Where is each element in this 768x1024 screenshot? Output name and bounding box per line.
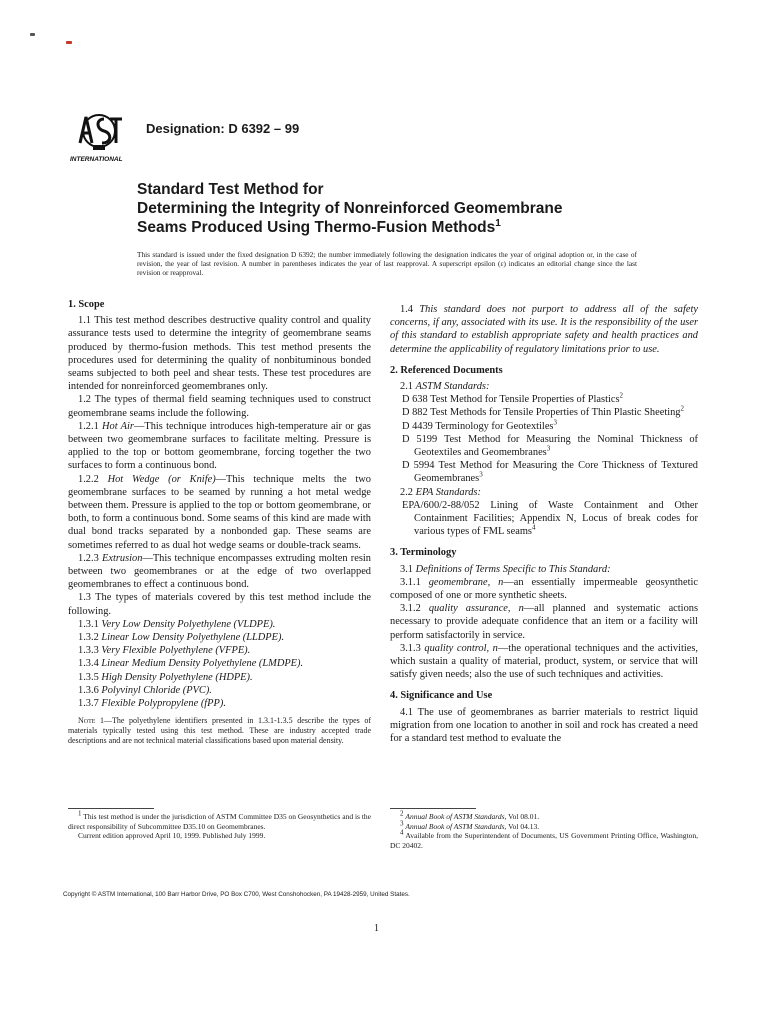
copyright: Copyright © ASTM International, 100 Barr Harbor Drive, PO Box C700, West Conshohocken, PA 19428-2959, United States. [63,891,410,898]
list-item: 1.3.4 Linear Medium Density Polyethylene (LMDPE). [78,658,304,670]
paragraph: 1.2 The types of thermal field seaming techniques used to construct geomembrane seams include the following. [68,394,371,419]
reference-item: D 5994 Test Method for Measuring the Core Thickness of Textured Geomembranes$^3$ [402,460,698,485]
reference-item: EPA/600/2-88/052 Lining of Waste Containment and Other Containment Facilities; Appendix N, Locus of break codes for various types of FML seams$^4$ [402,499,698,538]
footnotes-right [390,809,698,850]
footnote: $^3$ Annual Book of ASTM Standards, Vol 04.13. [400,819,540,831]
section-heading: 1. Scope [68,299,105,310]
reference-item: D 882 Test Methods for Tensile Properties of Thin Plastic Sheeting$^2$ [402,404,684,419]
title-line: Standard Test Method for [137,181,324,198]
section-heading: 3. Terminology [390,547,457,559]
footnote: $^4$ Available from the Superintendent of Documents, US Government Printing Office, Washington, DC 20402. [390,828,698,850]
scan-mark [30,33,35,36]
page-number: 1 [374,923,379,934]
subsection: 2.1 ASTM Standards: [400,381,490,393]
reference-item: D 4439 Terminology for Geotextiles$^3$ [402,418,557,432]
definition: 3.1.2 quality assurance, n—all planned and systematic actions necessary to provide adequate confidence that an item or a facility will perform satisfactorily in service. [390,603,699,641]
document-title [137,180,717,237]
paragraph: 1.3 The types of materials covered by this test method include the following. [68,592,371,617]
left-column [68,298,371,746]
reference-item: D 638 Test Method for Tensile Properties of Plastics$^2$ [402,391,624,406]
footnotes-left [68,809,371,841]
designation: Designation: D 6392 – 99 [146,121,300,136]
list-item: 1.3.2 Linear Low Density Polyethylene (LLDPE). [78,632,285,644]
paragraph: 1.4 This standard does not purport to address all of the safety concerns, if any, associated with its use. It is the responsibility of the user of this standard to establish appropriate safety and health practices and determine the applicability of regulatory limitations prior to use. [390,304,698,355]
title-line: Seams Produced Using Thermo-Fusion Methods$^1$ [137,217,501,236]
reference-item: D 5199 Test Method for Measuring the Nominal Thickness of Geotextiles and Geomembranes$^3$ [402,433,698,459]
subsection: 2.2 EPA Standards: [400,486,481,498]
definition: 3.1.3 quality control, n—the operational techniques and the activities, which sustain a quality of material, product, system, or service that will satisfy given needs; also the use of such techniques and activities. [390,642,698,681]
paragraph: 1.2.3 Extrusion—This technique encompasses extruding molten resin between two geomembranes or at the edge of two overlapped geomembranes to effect a continuous bond. [68,552,371,591]
list-item: 1.3.5 High Density Polyethylene (HDPE). [78,671,253,683]
logo-text: INTERNATIONAL [70,156,123,163]
title-line: Determining the Integrity of Nonreinforced Geomembrane [137,200,563,217]
paragraph: 1.2.1 Hot Air—This technique introduces high-temperature air or gas between two geomembrane surfaces to facilitate melting. Pressure is applied to the top or bottom geomembrane, forcing together the two surfaces to form a continuous bond. [68,420,371,472]
scan-mark [66,41,72,44]
section-heading: 2. Referenced Documents [390,364,503,376]
footnote-mark: 1 [495,217,501,229]
note: Note 1—The polyethylene identifiers presented in 1.3.1-1.3.5 describe the types of materials typically tested using this test method. These are industry accepted trade descriptions and are not technical material classifications based upon material density. [68,716,371,746]
list-item: 1.3.3 Very Flexible Polyethylene (VFPE). [78,645,251,657]
astm-logo-icon [66,111,140,165]
paragraph: 1.1 This test method describes destructive quality control and quality assurance tests used to determine the integrity of geomembrane seams produced by thermo-fusion methods. This test method presents the procedures used for determining the quality of nonbituminous bonded seams subjected to both peel and shear tests. These test procedures are intended for nonreinforced geomembranes only. [68,315,371,393]
footnote: $^2$ Annual Book of ASTM Standards, Vol 08.01. [400,809,540,821]
list-item: 1.3.7 Flexible Polypropylene (fPP). [78,698,226,710]
footnote: $^1$ This test method is under the jurisdiction of ASTM Committee D35 on Geosynthetics and is the direct responsibility of Subcommittee D35.10 on Geomembranes. [68,809,371,831]
list-item: 1.3.6 Polyvinyl Chloride (PVC). [78,684,212,696]
paragraph: 3.1 Definitions of Terms Specific to This Standard: [400,563,611,575]
right-column [390,303,698,745]
paragraph: 4.1 The use of geomembranes as barrier materials to restrict liquid migration from one location to another in soil and rock has created a need for a standard test method to evaluate the [390,706,698,745]
section-heading: 4. Significance and Use [390,690,493,702]
standard-intro: This standard is issued under the fixed designation D 6392; the number immediately following the designation indicates the year of original adoption or, in the case of revision, the year of last revision. A number in parentheses indicates the year of last reapproval. A superscript epsilon (ε) indicates an editorial change since the last revision or reapproval. [137,250,637,278]
footnote: Current edition approved April 10, 1999. Published July 1999. [78,831,266,840]
astm-logo [66,111,140,165]
list-item: 1.3.1 Very Low Density Polyethylene (VLDPE). [78,618,276,630]
paragraph: 1.2.2 Hot Wedge (or Knife)—This technique melts the two geomembrane surfaces to be seamed by running a hot metal wedge between them. Pressure is applied to the top or bottom geomembrane, or both, to form a continuous bond. Some seams of this kind are made with dual bond tracks separated by a nonbonded gap. These seams are sometimes referred to as dual hot wedge seams or double-track seams. [68,473,371,551]
definition: 3.1.1 geomembrane, n—an essentially impermeable geosynthetic composed of one or more synthetic sheets. [390,576,698,602]
